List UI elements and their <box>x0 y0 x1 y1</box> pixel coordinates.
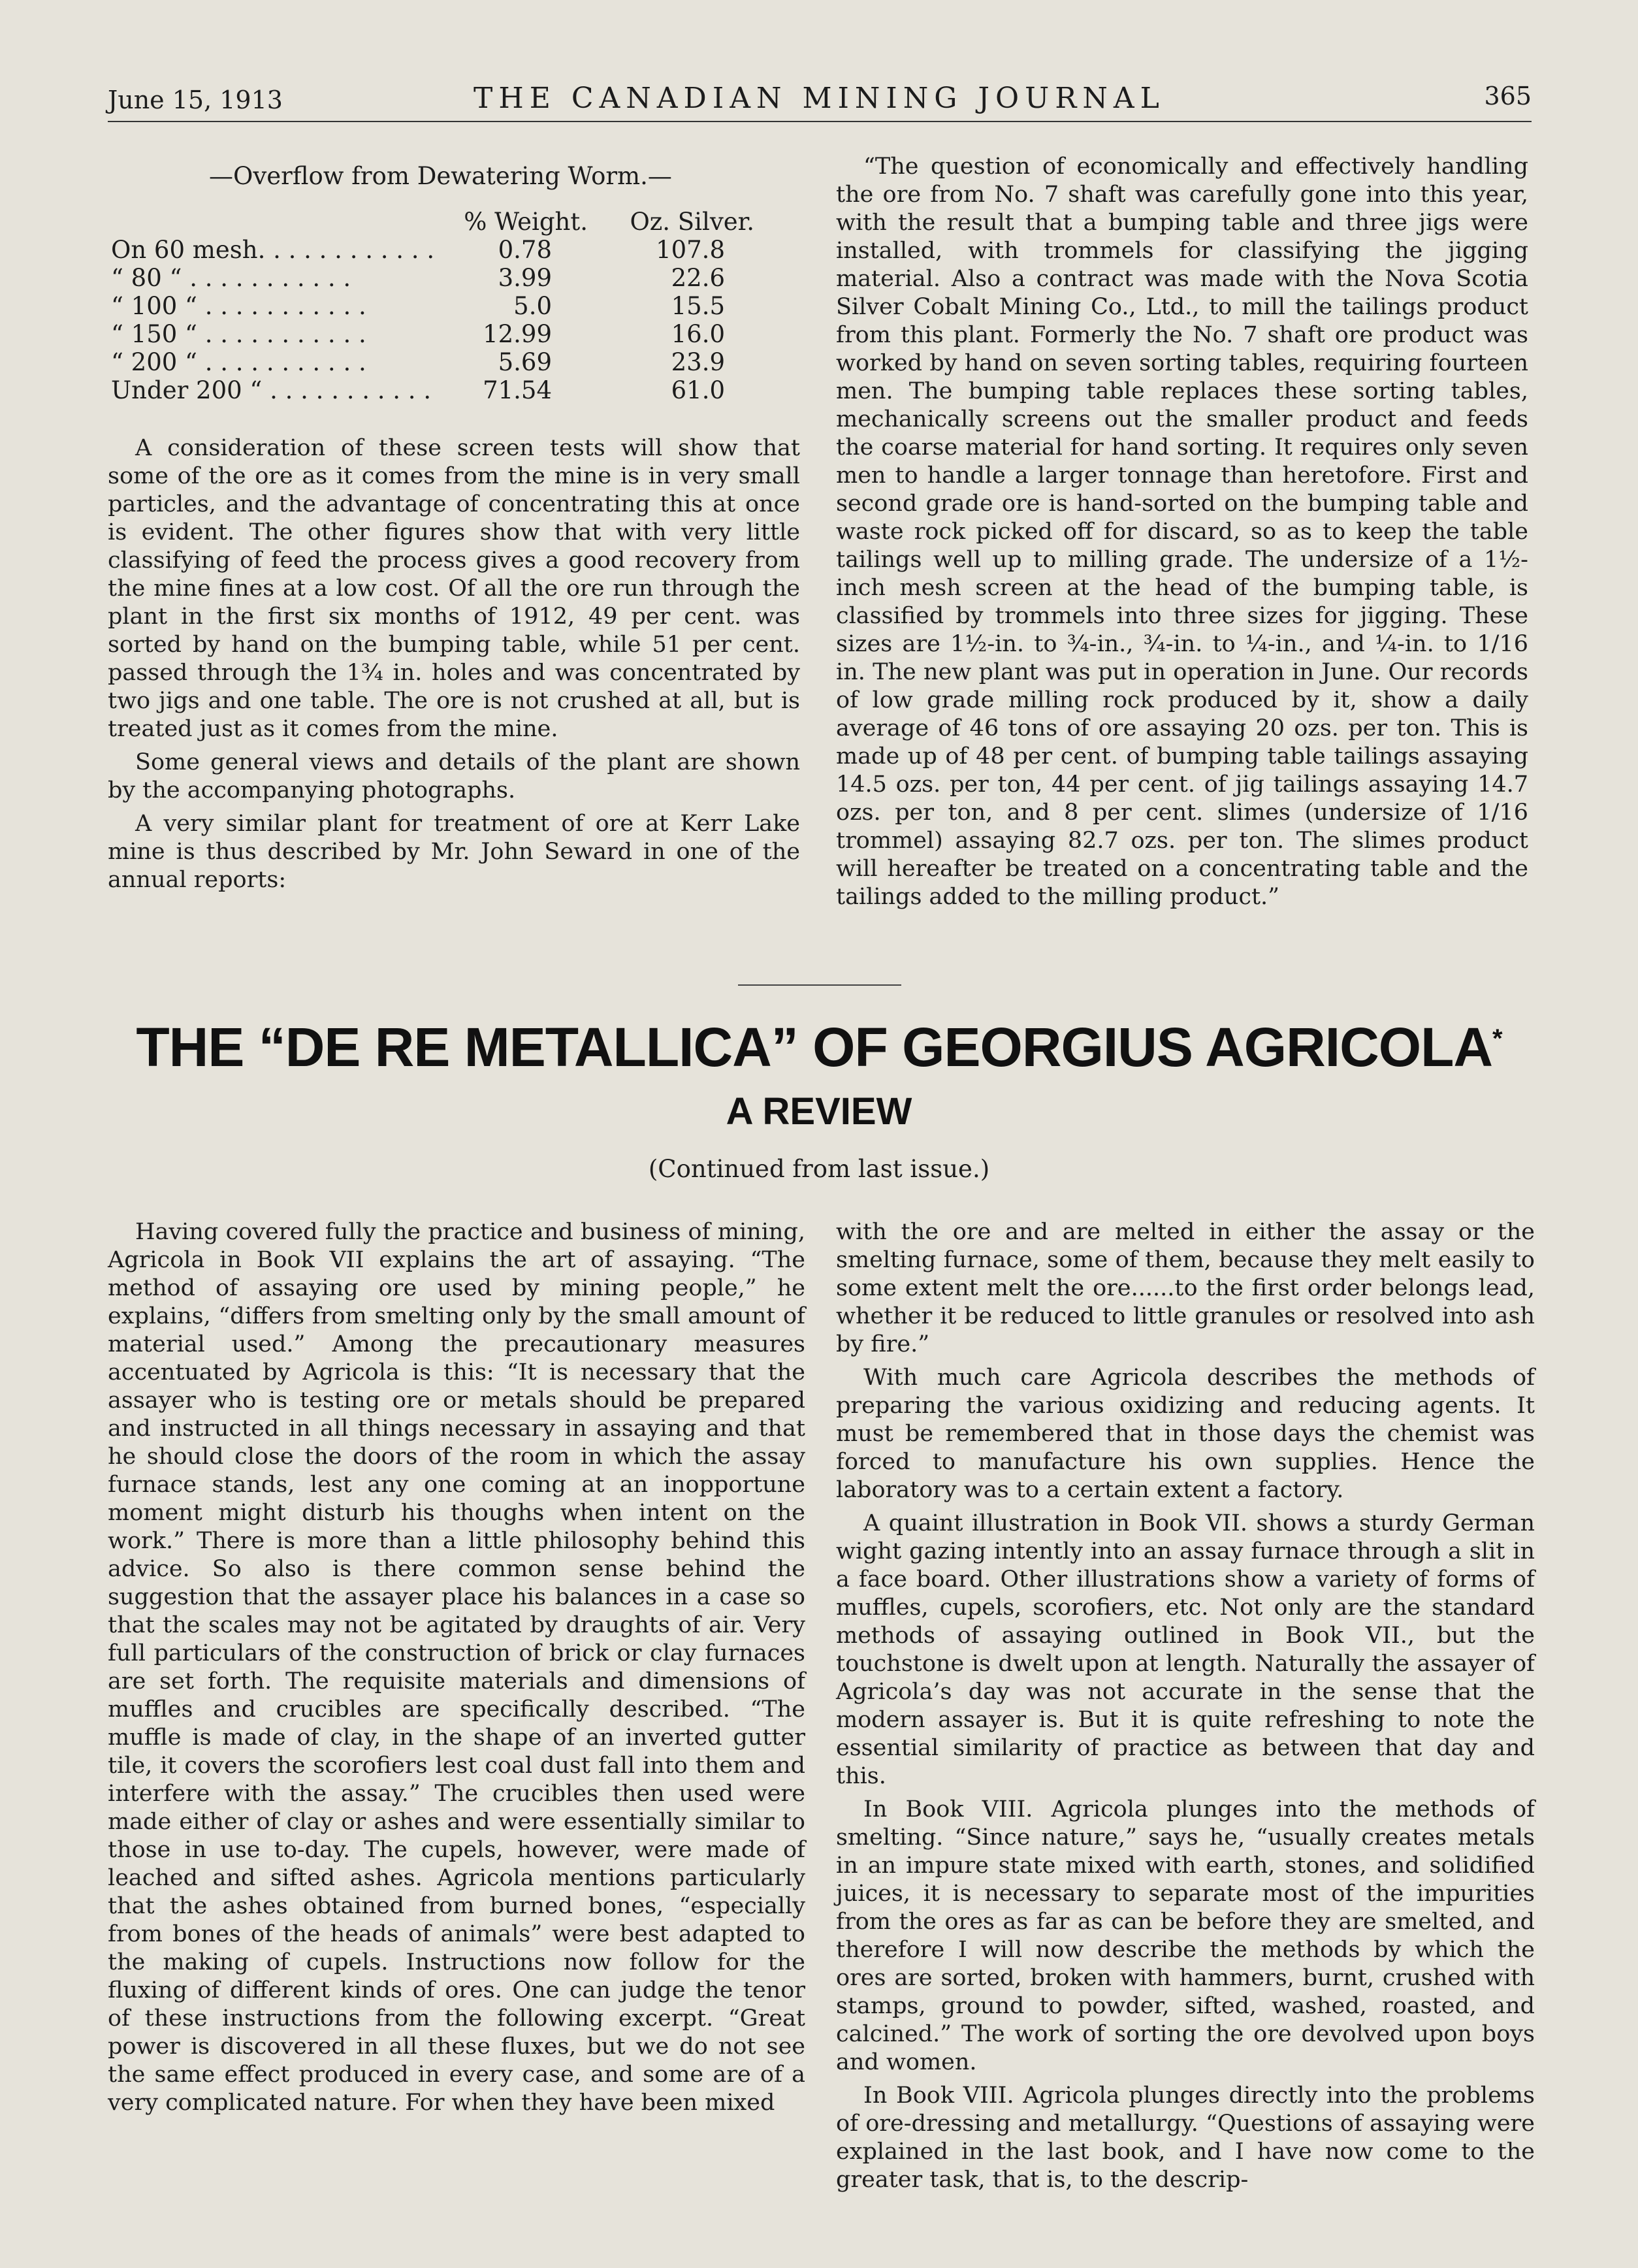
continued-note: (Continued from last issue.) <box>648 1155 990 1183</box>
weight-value: 0.78 <box>498 236 552 264</box>
issue-date: June 15, 1913 <box>108 86 283 114</box>
weight-value: 71.54 <box>483 376 552 404</box>
table-row <box>111 348 777 376</box>
screen-test-table <box>111 208 777 404</box>
body-paragraph: In Book VIII. Agricola plunges into the methods of smelting. “Since nature,” says he, “usually creates metals in an impure state mixed with earth, stones, and solidified juices, it is necessary to separate most of the impurities from the ores as far as can be before they are smelted, and therefore I will now describe the methods by which the ores are sorted, broken with hammers, burnt, crushed with stamps, ground to powder, sifted, washed, roasted, and calcined.” The work of sorting the ore devolved upon boys and women. <box>836 1796 1535 2075</box>
mesh-label: Under 200 “ . . . . . . . . . . . <box>111 376 432 404</box>
article-title <box>0 1016 1638 1079</box>
body-paragraph: A quaint illustration in Book VII. shows a sturdy German wight gazing intently into an assay furnace through a slit in a face board. Other illustrations show a variety of forms of muffles, cupels, scorofiers, etc. Not only are the standard methods of assaying outlined in Book VII., but the touchstone is dwelt upon at length. Naturally the assayer of Agricola’s day was not accurate in the sense that the modern assayer is. But it is quite refreshing to note the essential similarity of practice as between that day and this. <box>836 1510 1535 1789</box>
silver-value: 61.0 <box>671 376 725 404</box>
table-row <box>111 292 777 320</box>
article-subtitle: A REVIEW <box>726 1090 912 1133</box>
table-row <box>111 236 777 264</box>
body-paragraph: Having covered fully the practice and business of mining, Agricola in Book VII explains the art of assaying. “The method of assaying ore used by mining people,” he explains, “differs from smelting only by the small amount of material used.” Among the precautionary measures accentuated by Agricola is this: “It is necessary that the assayer who is testing ore or metals should be prepared and instructed in all things necessary in assaying and that he should close the doors of the room in which the assay furnace stands, lest any one coming at an inopportune moment might disturb his thoughs when intent on the work.” There is more than a little philosophy behind this advice. So also is there common sense behind the suggestion that the assayer place his balances in a case so that the scales may not be agitated by draughts of air. Very full particulars of the construction of brick or clay furnaces are set forth. The requisite materials and dimensions of muffles and crucibles are specifically described. “The muffle is made of clay, in the shape of an inverted gutter tile, it covers the scorofiers lest coal dust fall into them and interfere with the assay.” The crucibles then used were made either of clay or ashes and were essentially similar to those in use to-day. The cupels, however, were made of leached and sifted ashes. Agricola mentions particularly that the ashes obtained from burned bones, “especially from bones of the heads of animals” were best adapted to the making of cupels. Instructions now follow for the fluxing of different kinds of ores. One can judge the tenor of these instructions from the following excerpt. “Great power is discovered in all these fluxes, but we do not see the same effect produced in every case, and some are of a very complicated nature. For when they have been mixed <box>108 1219 805 2116</box>
body-paragraph: In Book VIII. Agricola plunges directly into the problems of ore-dressing and metallurgy. “Questions of assaying were explained in the last book, and I have now come to the greater task, that is, to the descrip- <box>836 2082 1535 2193</box>
table-row <box>111 264 777 292</box>
silver-column-header: Oz. Silver. <box>630 208 754 236</box>
weight-value: 12.99 <box>483 320 552 348</box>
journal-title: THE CANADIAN MINING JOURNAL <box>474 82 1165 115</box>
silver-value: 16.0 <box>671 320 725 348</box>
footnote-mark: * <box>1492 1024 1502 1053</box>
weight-value: 5.0 <box>513 292 552 320</box>
silver-value: 23.9 <box>671 348 725 376</box>
page-number: 365 <box>1484 82 1532 110</box>
body-paragraph: With much care Agricola describes the methods of preparing the various oxidizing and reducing agents. It must be remembered that in those days the chemist was forced to manufacture his own supplies. Hence the laboratory was to a certain extent a factory. <box>836 1365 1535 1503</box>
mesh-label: “ 100 “ . . . . . . . . . . . <box>111 292 366 320</box>
table-header-row <box>111 208 777 236</box>
bottom-right-column <box>836 1218 1535 2194</box>
body-paragraph: A very similar plant for treatment of ore at Kerr Lake mine is thus described by Mr. John Seward in one of the annual reports: <box>108 811 800 893</box>
section-divider <box>738 984 901 986</box>
quoted-report-paragraph: “The question of economically and effectively handling the ore from No. 7 shaft was carefully gone into this year, with the result that a bumping table and three jigs were installed, with trommels for classifying the jigging material. Also a contract was made with the Nova Scotia Silver Cobalt Mining Co., Ltd., to mill the tailings product from this plant. Formerly the No. 7 shaft ore product was worked by hand on seven sorting tables, requiring fourteen men. The bumping table replaces these sorting tables, mechanically screens out the smaller product and feeds the coarse material for hand sorting. It requires only seven men to handle a larger tonnage than heretofore. First and second grade ore is hand-sorted on the bumping table and waste rock picked off for discard, so as to keep the table tailings well up to milling grade. The undersize of a 1½-inch mesh screen at the head of the bumping table, is classified by trommels into three sizes for jigging. These sizes are 1½-in. to ¾-in., ¾-in. to ¼-in., and ¼-in. to 1/16 in. The new plant was put in operation in June. Our records of low grade milling rock produced by it, show a daily average of 46 tons of ore assaying 20 ozs. per ton. This is made up of 48 per cent. of bumping table tailings assaying 14.5 ozs. per ton, 44 per cent. of jig tailings assaying 14.7 ozs. per ton, and 8 per cent. slimes (undersize of 1/16 trommel) assaying 82.7 ozs. per ton. The slimes product will hereafter be treated on a concentrating table and the tailings added to the milling product.” <box>836 154 1528 910</box>
mesh-label: On 60 mesh. . . . . . . . . . . . <box>111 236 435 264</box>
body-paragraph: Some general views and details of the plant are shown by the accompanying photographs. <box>108 749 800 803</box>
screen-table-title: —Overflow from Dewatering Worm.— <box>209 162 672 190</box>
top-right-column <box>836 153 1528 911</box>
table-row <box>111 376 777 404</box>
body-paragraph: with the ore and are melted in either the assay or the smelting furnace, some of them, because they melt easily to some extent melt the ore......to the first order belongs lead, whether it be reduced to little granules or resolved into ash by fire.” <box>836 1219 1535 1357</box>
silver-value: 107.8 <box>656 236 725 264</box>
article-title-text: THE “DE RE METALLICA” OF GEORGIUS AGRICOLA <box>136 1016 1493 1078</box>
body-paragraph: A consideration of these screen tests will show that some of the ore as it comes from the mine is in very small particles, and the advantage of concentrating this at once is evident. The other figures show that with very little classifying of feed the process gives a good recovery from the mine fines at a low cost. Of all the ore run through the plant in the first six months of 1912, 49 per cent. was sorted by hand on the bumping table, while 51 per cent. passed through the 1¾ in. holes and was concentrated by two jigs and one table. The ore is not crushed at all, but is treated just as it comes from the mine. <box>108 435 800 742</box>
weight-value: 3.99 <box>498 264 552 292</box>
mesh-label: “ 200 “ . . . . . . . . . . . <box>111 348 366 376</box>
table-row <box>111 320 777 348</box>
silver-value: 22.6 <box>671 264 725 292</box>
top-left-column <box>108 434 800 894</box>
weight-column-header: % Weight. <box>464 208 588 236</box>
mesh-label: “ 150 “ . . . . . . . . . . . <box>111 320 366 348</box>
page-header <box>108 82 1532 122</box>
silver-value: 15.5 <box>671 292 725 320</box>
mesh-label: “ 80 “ . . . . . . . . . . . <box>111 264 351 292</box>
bottom-left-column <box>108 1218 805 2117</box>
weight-value: 5.69 <box>498 348 552 376</box>
